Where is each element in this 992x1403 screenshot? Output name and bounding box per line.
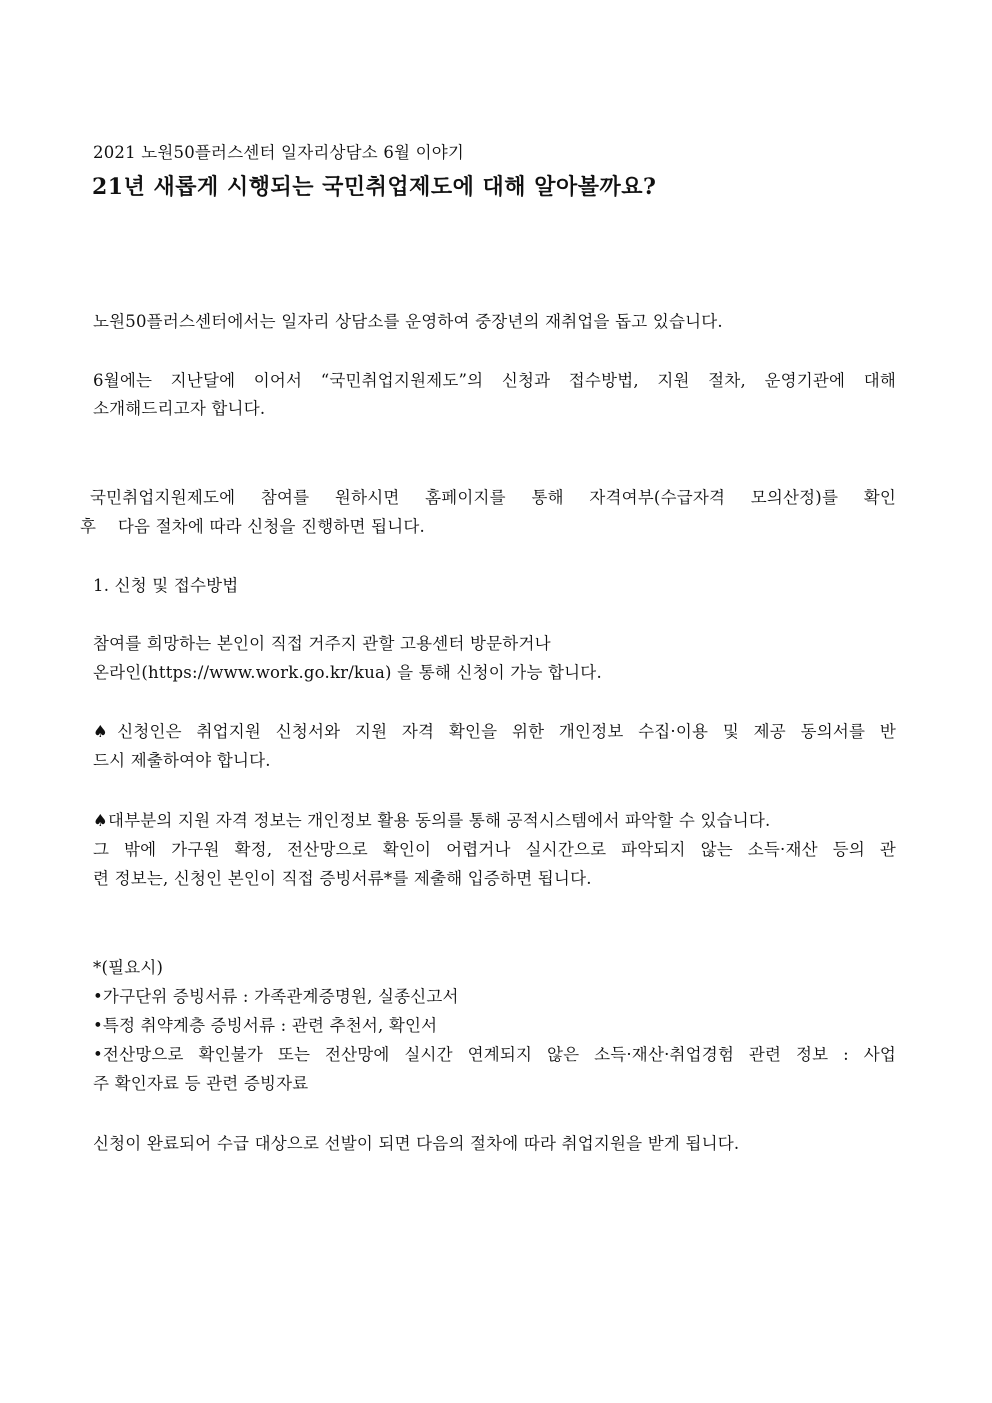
footnote-item-1: •가구단위 증빙서류 : 가족관계증명원, 실종신고서 xyxy=(93,987,459,1006)
eligibility-line-1: 국민취업지원제도에 참여를 원하시면 홈페이지를 통해 자격여부(수급자격 모의산정)를 확인 xyxy=(90,488,896,507)
apply-method-line-1: 참여를 희망하는 본인이 직접 거주지 관할 고용센터 방문하거나 xyxy=(93,634,551,653)
note-2-line-2: 그 밖에 가구원 확정, 전산망으로 확인이 어렵거나 실시간으로 파악되지 않는 소득·재산 등의 관 xyxy=(93,840,896,859)
footnote-title: *(필요시) xyxy=(93,958,164,977)
footnote-item-3-line-2: 주 확인자료 등 관련 증빙자료 xyxy=(93,1074,309,1093)
apply-method-line-2: 온라인(https://www.work.go.kr/kua) 을 통해 신청이 가능 합니다. xyxy=(93,663,602,682)
footnote-item-2: •특정 취약계층 증빙서류 : 관련 추천서, 확인서 xyxy=(93,1016,438,1035)
intro-paragraph-1: 노원50플러스센터에서는 일자리 상담소를 운영하여 중장년의 재취업을 돕고 있습니다. xyxy=(93,312,723,331)
footnote-item-3-line-1: •전산망으로 확인불가 또는 전산망에 실시간 연계되지 않은 소득·재산·취업경험 관련 정보 : 사업 xyxy=(93,1045,896,1064)
document-kicker: 2021 노원50플러스센터 일자리상담소 6월 이야기 xyxy=(93,143,465,162)
note-2-line-3: 련 정보는, 신청인 본인이 직접 증빙서류*를 제출해 입증하면 됩니다. xyxy=(93,869,592,888)
section-1-heading: 1. 신청 및 접수방법 xyxy=(93,576,239,595)
intro-paragraph-2-line-2: 소개해드리고자 합니다. xyxy=(93,399,266,418)
note-1-line-1: ♠신청인은 취업지원 신청서와 지원 자격 확인을 위한 개인정보 수집·이용 및 제공 동의서를 반 xyxy=(93,722,896,741)
eligibility-line-2: 후 다음 절차에 따라 신청을 진행하면 됩니다. xyxy=(80,517,425,536)
intro-paragraph-2-line-1: 6월에는 지난달에 이어서 “국민취업지원제도”의 신청과 접수방법, 지원 절차, 운영기관에 대해 xyxy=(93,371,896,390)
note-1-line-2: 드시 제출하여야 합니다. xyxy=(93,751,271,770)
document-title: 21년 새롭게 시행되는 국민취업제도에 대해 알아볼까요? xyxy=(92,174,657,200)
note-2-line-1: ♠대부분의 지원 자격 정보는 개인정보 활용 동의를 통해 공적시스템에서 파악할 수 있습니다. xyxy=(93,811,771,830)
closing-paragraph: 신청이 완료되어 수급 대상으로 선발이 되면 다음의 절차에 따라 취업지원을 받게 됩니다. xyxy=(93,1134,740,1153)
